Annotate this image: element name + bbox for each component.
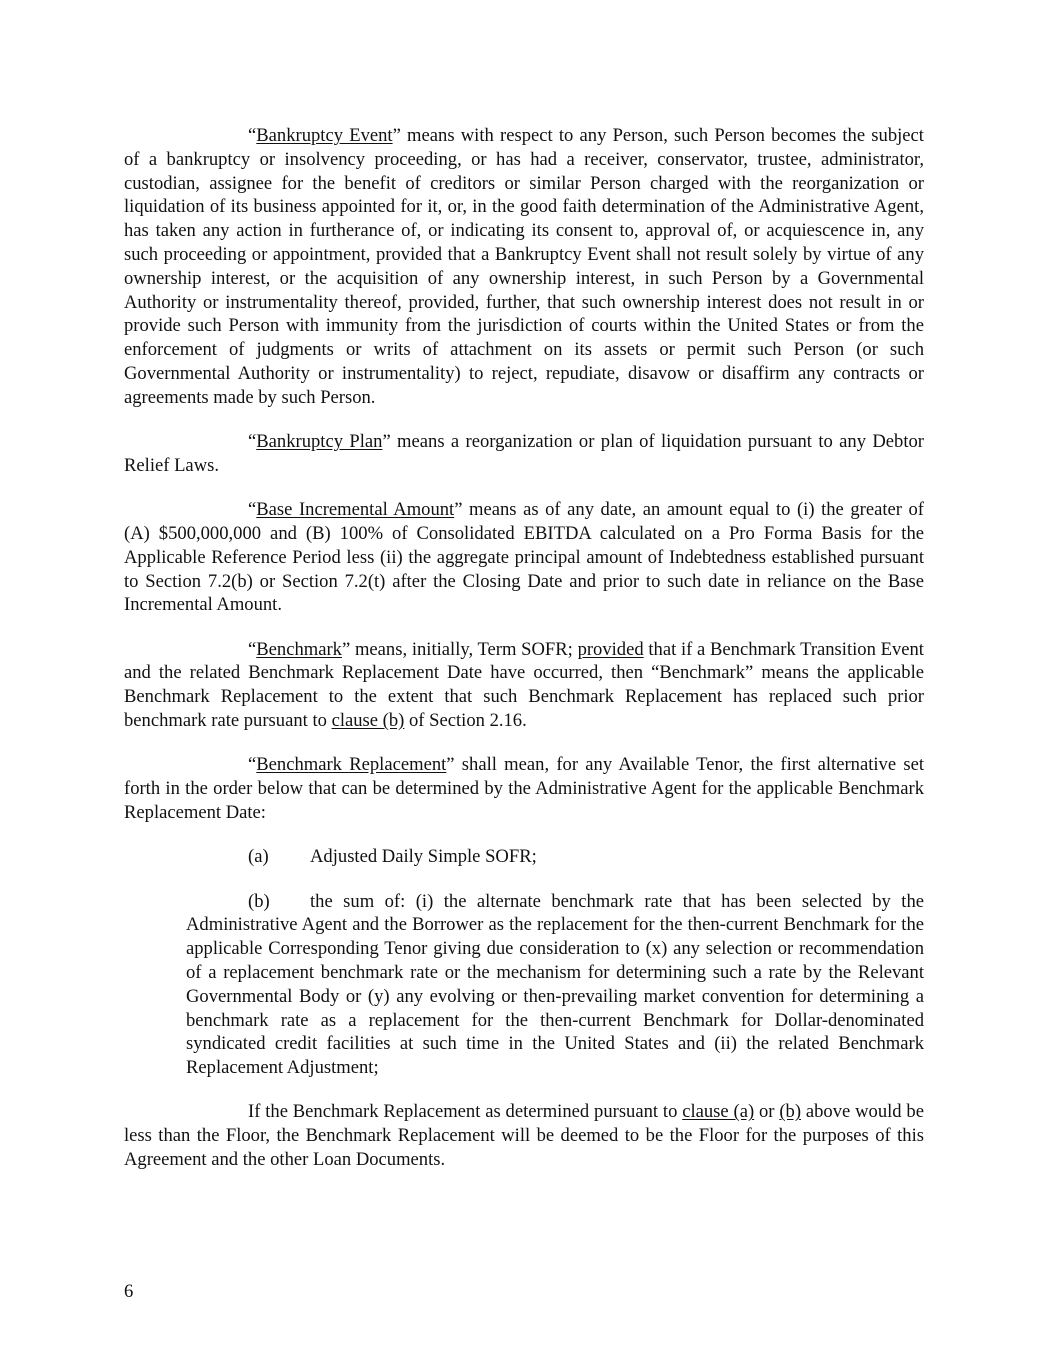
definition-text: ” means with respect to any Person, such Person becomes the subject of a bankruptcy or insolvency proceeding, or has had a receiver, conservator, trustee, administrator, custodian, assignee for the benefit of creditors or similar Person charged with the reorganization or liquidation of its business appointed for it, or, in the good faith determination of the Administrative Agent, has taken any action in furtherance of, or indicating its consent to, approval of, or acquiescence in, any such proceeding or appointment, provided that a Bankruptcy Event shall not result solely by virtue of any ownership interest, or the acquisition of any ownership interest, in such Person by a Governmental Authority or instrumentality thereof, provided, further, that such ownership interest does not result in or provide such Person with immunity from the jurisdiction of courts within the United States or from the enforcement of judgments or writs of attachment on its assets or permit such Person (or such Governmental Authority or instrumentality) to reject, repudiate, disavow or disaffirm any contracts or agreements made by such Person. <box>124 125 924 408</box>
list-item-b-text: the sum of: (i) the alternate benchmark rate that has been selected by the Administrative Agent and the Borrower as the replacement for the then-current Benchmark for the applicable Corresponding Tenor giving due consideration to (x) any selection or recommendation of a replacement benchmark rate or the mechanism for determining such a rate by the Relevant Governmental Body or (y) any evolving or then-prevailing market convention for determining a benchmark rate as a replacement for the then-current Benchmark for Dollar-denominated syndicated credit facilities at such time in the United States and (ii) the related Benchmark Replacement Adjustment; <box>186 890 924 1079</box>
floor-clause-paragraph <box>124 1100 924 1171</box>
definition-bankruptcy-plan <box>124 430 924 478</box>
open-quote: “ <box>248 125 257 146</box>
definition-text-3: of Section 2.16. <box>404 710 527 732</box>
list-item-b <box>186 890 924 1080</box>
definition-benchmark <box>124 638 924 733</box>
defined-term-benchmark-replacement: Benchmark Replacement <box>256 754 447 776</box>
open-quote: “ <box>248 431 257 453</box>
list-marker-b: (b) <box>248 890 270 912</box>
open-quote: “ <box>248 638 257 660</box>
definition-text-2: that if a Benchmark Transition Event and the related Benchmark Replacement Date have occurred, then “Benchmark” means the applicable Benchmark Replacement to the extent that such Benchmark Replacement has replaced such prior benchmark rate pursuant to <box>124 638 924 732</box>
open-quote: “ <box>248 499 257 521</box>
defined-term-bankruptcy-event: Bankruptcy Event <box>256 125 393 146</box>
page-number: 6 <box>124 1281 134 1302</box>
definition-base-incremental-amount <box>124 498 924 617</box>
document-page <box>124 124 924 1192</box>
defined-term-bankruptcy-plan: Bankruptcy Plan <box>256 431 383 453</box>
definition-text: ” means as of any date, an amount equal to (i) the greater of (A) $500,000,000 and (B) 100% of Consolidated EBITDA calculated on a Pro Forma Basis for the Applicable Reference Period less (ii) the aggregate principal amount of Indebtedness established pursuant to Section 7.2(b) or Section 7.2(t) after the Closing Date and prior to such date in reliance on the Base Incremental Amount. <box>124 499 924 616</box>
list-item-a <box>248 845 924 869</box>
definition-benchmark-replacement <box>124 753 924 824</box>
provided-term: provided <box>577 638 644 660</box>
definition-text: ” means a reorganization or plan of liquidation pursuant to any Debtor Relief Laws. <box>124 431 924 476</box>
definition-text-1: ” means, initially, Term SOFR; <box>341 638 578 660</box>
clause-b-reference: clause (b) <box>331 710 405 732</box>
clause-b-reference: (b) <box>779 1101 802 1123</box>
defined-term-benchmark: Benchmark <box>256 638 342 660</box>
open-quote: “ <box>248 754 257 776</box>
clause-a-reference: clause (a) <box>682 1101 755 1123</box>
floor-text-1: If the Benchmark Replacement as determined pursuant to <box>248 1101 683 1123</box>
floor-text-2: or <box>754 1101 780 1123</box>
floor-text-3: above would be less than the Floor, the Benchmark Replacement will be deemed to be the Floor for the purposes of this Agreement and the other Loan Documents. <box>124 1101 924 1170</box>
defined-term-base-incremental-amount: Base Incremental Amount <box>256 499 455 521</box>
definition-text: ” shall mean, for any Available Tenor, the first alternative set forth in the order below that can be determined by the Administrative Agent for the applicable Benchmark Replacement Date: <box>124 754 924 823</box>
list-marker-a: (a) <box>248 846 269 868</box>
definition-bankruptcy-event <box>124 124 924 410</box>
list-item-a-text: Adjusted Daily Simple SOFR; <box>310 846 537 868</box>
